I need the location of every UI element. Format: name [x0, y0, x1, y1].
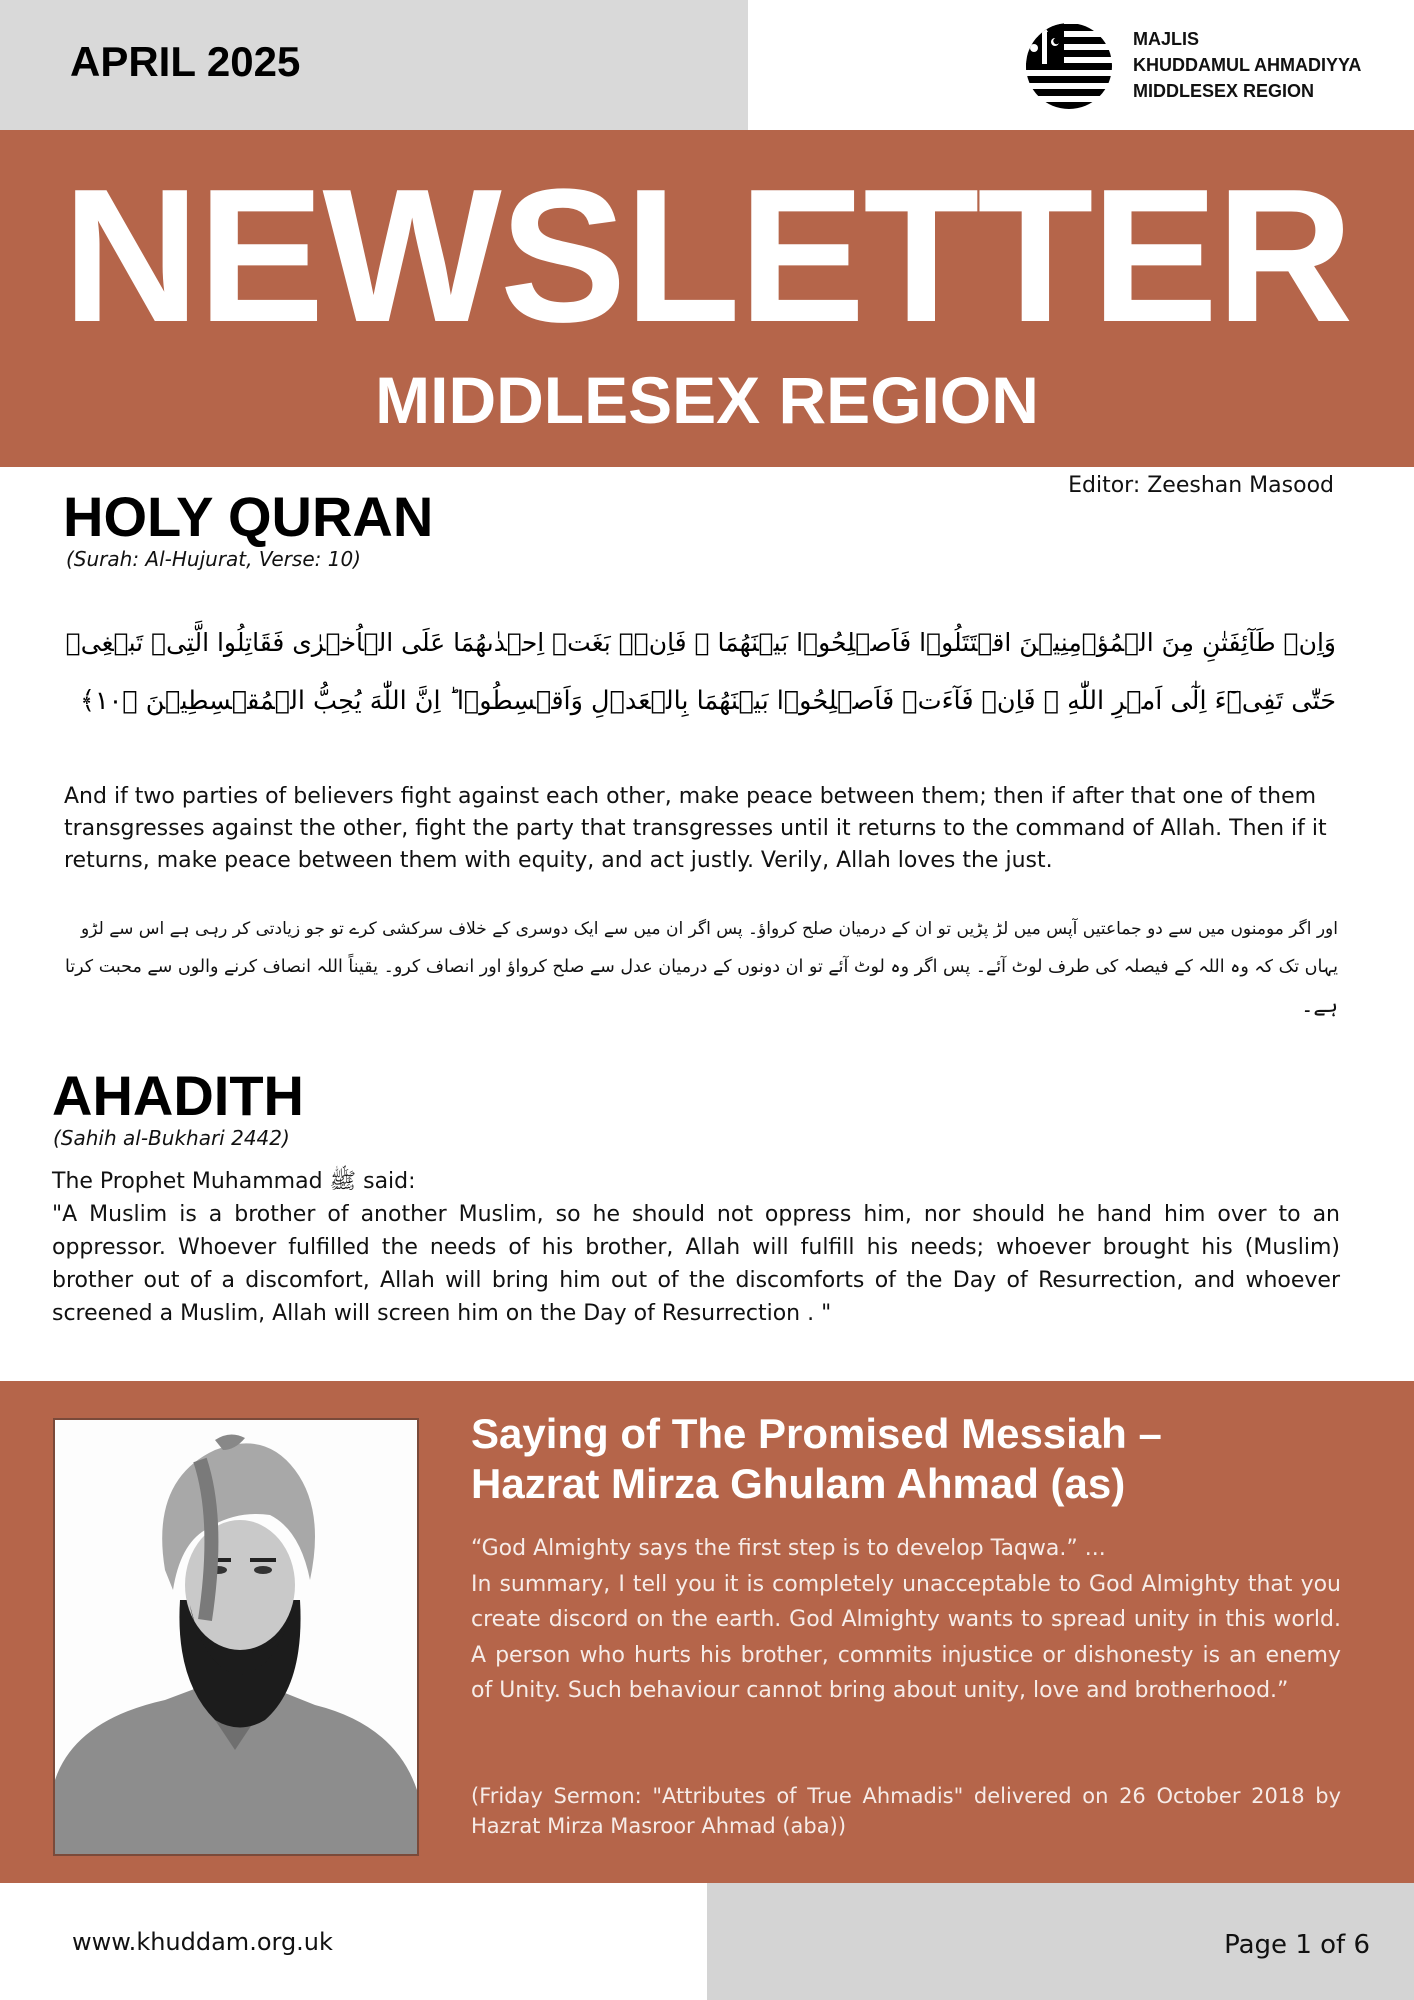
org-line-region: MIDDLESEX REGION: [1133, 81, 1315, 101]
feature-quote-lead: “God Almighty says the first step is to develop Taqwa.” ...: [471, 1536, 1106, 1561]
ahadith-intro: The Prophet Muhammad ﷺ said:: [52, 1169, 416, 1194]
newsletter-banner: [0, 130, 1414, 467]
page-number: Page 1 of 6: [1224, 1930, 1370, 1960]
footer-website-link[interactable]: www.khuddam.org.uk: [72, 1928, 333, 1956]
promised-messiah-section: [0, 1381, 1414, 1883]
khuddam-logo-icon: [1024, 22, 1114, 110]
banner-title: NEWSLETTER: [62, 150, 1352, 362]
org-line-majlis: MAJLIS: [1133, 29, 1200, 49]
banner-subtitle: MIDDLESEX REGION: [375, 363, 1039, 437]
feature-title: [471, 1409, 1371, 1509]
quran-arabic-verse: [60, 614, 1336, 730]
arabic-line-2: حَتّٰى تَفِىۡٓءَ اِلٰٓى اَمۡرِ اللّٰهِ ۚ فَاِنۡ فَآءَتۡ فَاَصۡلِحُوۡا بَيۡنَهُمَا بِالۡعَدۡلِ وَاَقۡسِطُوۡا ؕ اِنَّ اللّٰهَ يُحِبُّ الۡمُقۡسِطِيۡنَ ﴿۱۰﴾: [79, 686, 1336, 716]
quran-heading: HOLY QURAN: [63, 485, 434, 548]
org-line-khuddamul: KHUDDAMUL AHMADIYYA: [1133, 55, 1362, 75]
urdu-line-3: ہے۔: [1301, 993, 1338, 1017]
feature-quote-body: In summary, I tell you it is completely unacceptable to God Almighty that you create discord on the earth. God Almighty wants to spread unity in this world. A person who hurts his brother, commits injustice or dishonesty is an enemy of Unity. Such behaviour cannot bring about unity, love and brotherhood.”: [471, 1571, 1341, 1703]
organization-name: [1133, 26, 1361, 104]
feature-source: (Friday Sermon: "Attributes of True Ahmadis" delivered on 26 October 2018 by Hazrat Mirza Masroor Ahmad (aba)): [471, 1784, 1341, 1838]
ahadith-heading: AHADITH: [52, 1064, 304, 1127]
quran-citation: (Surah: Al-Hujurat, Verse: 10): [66, 547, 361, 571]
quran-translation-urdu: [60, 910, 1338, 1024]
portrait-photo-icon: [53, 1418, 419, 1856]
issue-date: APRIL 2025: [70, 38, 301, 85]
ahadith-text: "A Muslim is a brother of another Muslim, so he should not oppress him, nor should he hand him over to an oppressor. Whoever fulfilled the needs of his brother, Allah will fulfill his needs; whoever brought his (Muslim) brother out of a discomfort, Allah will bring him out of the discomforts of the Day of Resurrection, and whoever screened a Muslim, Allah will screen him on the Day of Resurrection . ": [52, 1202, 1340, 1326]
quran-translation-english: And if two parties of believers fight against each other, make peace between them; then if after that one of them transgresses against the other, fight the party that transgresses until it returns to the command of Allah. Then if it returns, make peace between them with equity, and act justly. Verily, Allah loves the just.: [64, 784, 1327, 873]
arabic-line-1: وَاِنۡ طَآئِفَتٰنِ مِنَ الۡمُؤۡمِنِيۡنَ اقۡتَتَلُوۡا فَاَصۡلِحُوۡا بَيۡنَهُمَا ۚ فَاِنۡۢ بَغَتۡ اِحۡدٰٮهُمَا عَلَى الۡاُخۡرٰى فَقَاتِلُوا الَّتِىۡ تَبۡغِىۡ: [65, 628, 1336, 657]
feature-quote: [471, 1531, 1341, 1709]
ahadith-citation: (Sahih al-Bukhari 2442): [53, 1126, 290, 1150]
editor-credit: Editor: Zeeshan Masood: [1068, 473, 1334, 498]
feature-title-line-1: Saying of The Promised Messiah –: [471, 1410, 1162, 1457]
feature-title-line-2: Hazrat Mirza Ghulam Ahmad (as): [471, 1460, 1126, 1507]
urdu-line-2: یہاں تک کہ وہ اللہ کے فیصلہ کی طرف لوٹ آئے۔ پس اگر وہ لوٹ آئے تو ان دونوں کے درمیان عدل سے صلح کرواؤ اور انصاف کرو۔ یقیناً اللہ انصاف کرنے والوں سے محبت کرتا: [64, 957, 1338, 977]
urdu-line-1: اور اگر مومنوں میں سے دو جماعتیں آپس میں لڑ پڑیں تو ان کے درمیان صلح کرواؤ۔ پس اگر ان میں سے ایک دوسری کے خلاف سرکشی کرے تو جو زیادتی کر رہی ہے اس سے لڑو: [81, 919, 1338, 939]
